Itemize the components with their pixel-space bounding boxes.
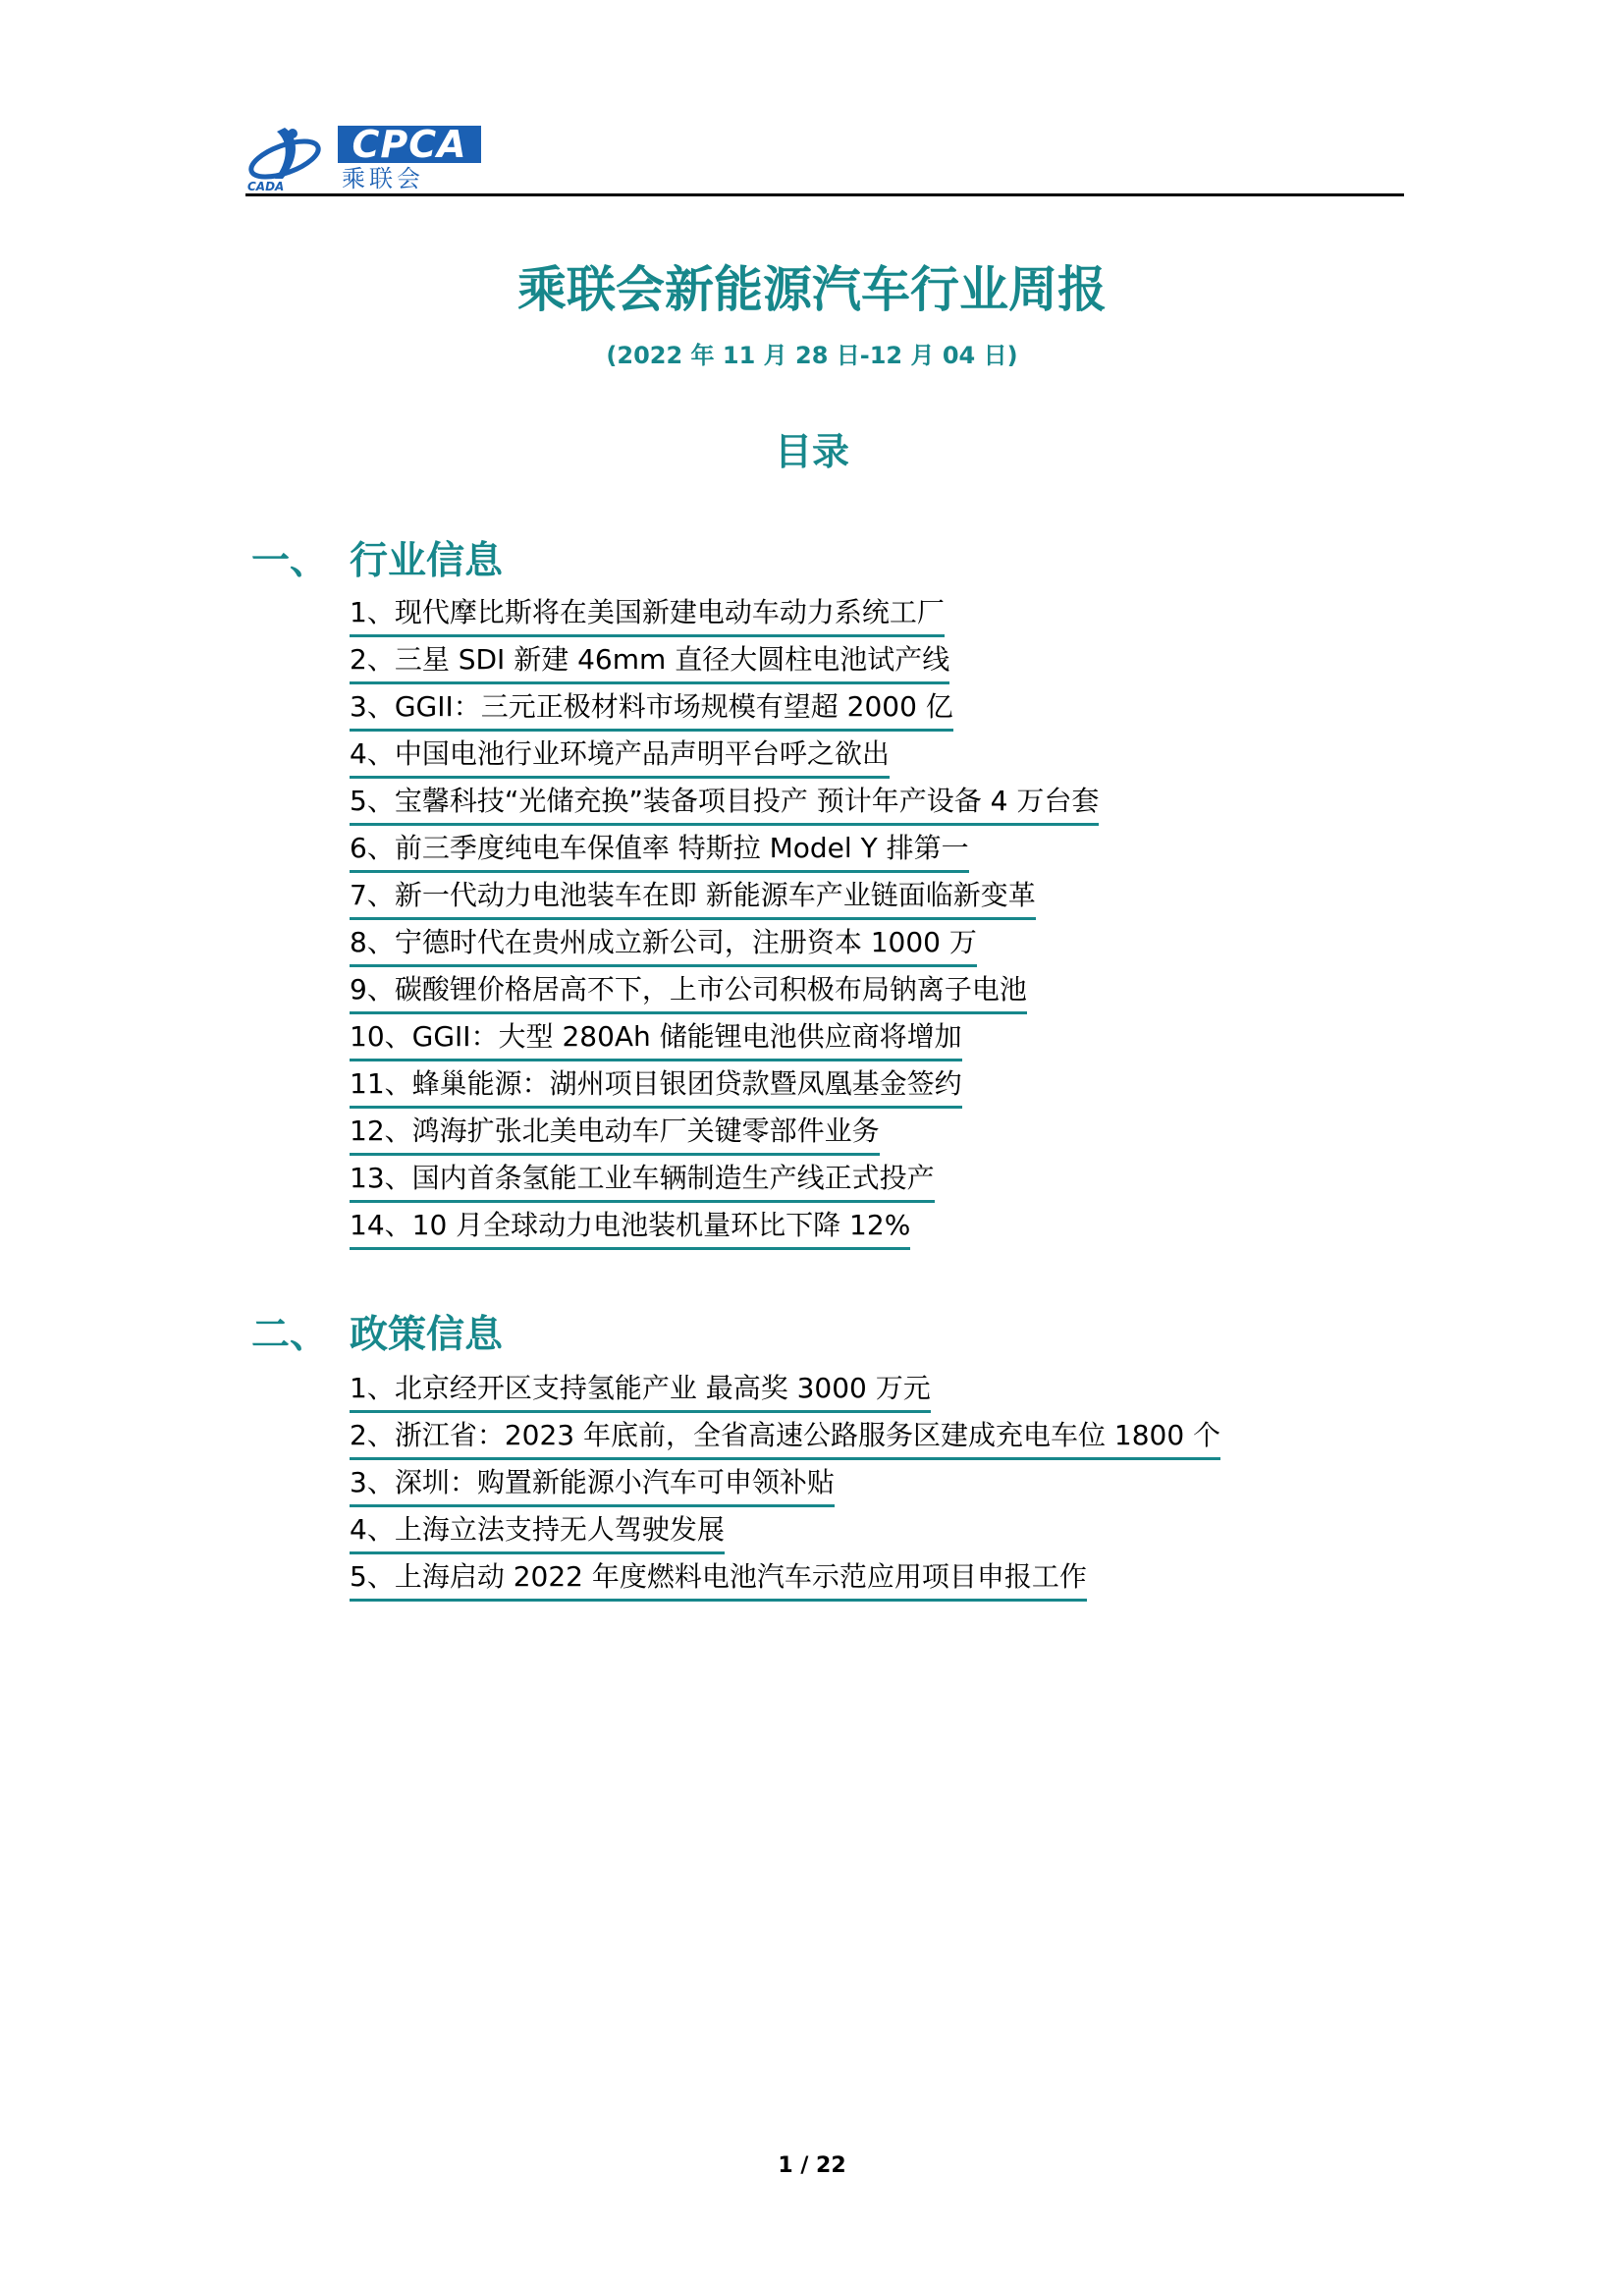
toc-link[interactable]: 9、碳酸锂价格居高不下，上市公司积极布局钠离子电池 xyxy=(350,970,1027,1014)
header-rule xyxy=(245,193,1404,196)
toc-link[interactable]: 2、浙江省：2023 年底前，全省高速公路服务区建成充电车位 1800 个 xyxy=(350,1416,1220,1460)
section-number: 二、 xyxy=(251,1313,329,1357)
toc-title: 目录 xyxy=(774,430,849,473)
toc-link[interactable]: 3、GGII：三元正极材料市场规模有望超 2000 亿 xyxy=(350,687,953,732)
toc-link[interactable]: 1、北京经开区支持氢能产业 最高奖 3000 万元 xyxy=(350,1369,931,1413)
toc-link[interactable]: 4、中国电池行业环境产品声明平台呼之欲出 xyxy=(350,734,890,779)
toc-link[interactable]: 12、鸿海扩张北美电动车厂关键零部件业务 xyxy=(350,1112,880,1156)
report-date-range: (2022 年 11 月 28 日-12 月 04 日) xyxy=(606,342,1018,369)
section-label: 政策信息 xyxy=(350,1313,504,1357)
section-label: 行业信息 xyxy=(350,539,504,583)
cpca-logo xyxy=(245,116,481,194)
toc-link[interactable]: 1、现代摩比斯将在美国新建电动车动力系统工厂 xyxy=(350,593,945,637)
toc-link[interactable]: 8、宁德时代在贵州成立新公司，注册资本 1000 万 xyxy=(350,923,977,967)
toc-link[interactable]: 6、前三季度纯电车保值率 特斯拉 Model Y 排第一 xyxy=(350,829,969,873)
toc-link[interactable]: 10、GGII：大型 280Ah 储能锂电池供应商将增加 xyxy=(350,1017,962,1061)
section-heading-industry xyxy=(251,536,503,587)
toc-link[interactable]: 5、宝馨科技“光储充换”装备项目投产 预计年产设备 4 万台套 xyxy=(350,782,1099,826)
toc-link[interactable]: 2、三星 SDI 新建 46mm 直径大圆柱电池试产线 xyxy=(350,640,949,684)
toc-link[interactable]: 3、深圳：购置新能源小汽车可申领补贴 xyxy=(350,1463,835,1507)
section-heading-policy xyxy=(251,1310,503,1361)
logo-chinese-name: 乘联会 xyxy=(342,165,424,192)
toc-link[interactable]: 4、上海立法支持无人驾驶发展 xyxy=(350,1510,725,1554)
cpca-emblem-icon xyxy=(245,120,336,194)
cada-text: CADA xyxy=(247,180,285,193)
toc-link[interactable]: 11、蜂巢能源：湖州项目银团贷款暨凤凰基金签约 xyxy=(350,1064,962,1109)
report-title: 乘联会新能源汽车行业周报 xyxy=(517,261,1107,318)
toc-link[interactable]: 14、10 月全球动力电池装机量环比下降 12% xyxy=(350,1206,910,1250)
toc-link[interactable]: 13、国内首条氢能工业车辆制造生产线正式投产 xyxy=(350,1159,935,1203)
toc-link[interactable]: 5、上海启动 2022 年度燃料电池汽车示范应用项目申报工作 xyxy=(350,1557,1087,1602)
logo-text: CPCA xyxy=(338,126,481,163)
toc-link[interactable]: 7、新一代动力电池装车在即 新能源车产业链面临新变革 xyxy=(350,876,1036,920)
section-number: 一、 xyxy=(251,539,329,583)
page-number: 1 / 22 xyxy=(778,2153,846,2178)
